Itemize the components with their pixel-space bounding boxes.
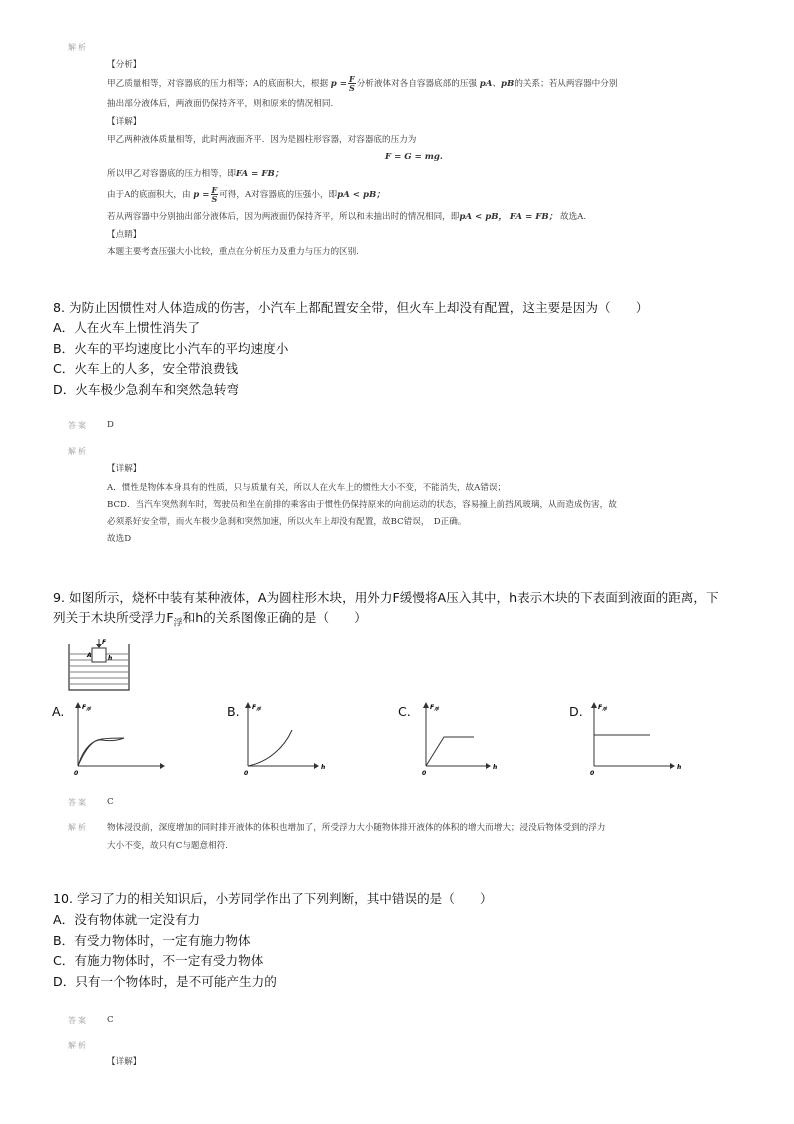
q9-analysis-label: 解析	[68, 823, 88, 832]
q7-xj-formula: F = G = mg.	[385, 152, 443, 162]
q9-choice-d-letter[interactable]: D.	[569, 704, 583, 719]
figure-label-f: F	[102, 639, 107, 646]
q9-answer-label: 答案	[68, 798, 88, 807]
q10-option-d[interactable]: D．只有一个物体时，是不可能产生力的	[53, 973, 277, 989]
q9-stem-line1: 9. 如图所示，烧杯中装有某种液体，A为圆柱形木块，用外力F缓慢将A压入其中，h表示木块的下表面到液面的距离，下	[53, 590, 719, 605]
q8-option-b[interactable]: B．火车的平均速度比小汽车的平均速度小	[53, 340, 289, 356]
q7-fenxi-line1: 甲乙质量相等，对容器底的压力相等；A的底面积大，根据 p = $\frac{F}{S}$ 分析液体对各自容器底部的压强 pA、pB的关系；若从两容器中分别	[107, 74, 618, 93]
figure-label-h: h	[108, 655, 113, 662]
q9-exp-line: 大小不变，故只有C与题意相符.	[107, 841, 229, 851]
q7-analysis-label: 解析	[68, 43, 88, 52]
q10-answer: C	[107, 1015, 114, 1025]
q9-stem-line2: 列关于木块所受浮力$F_浮$和h的关系图像正确的是（ ）	[53, 610, 367, 629]
q7-xj-line4: 若从两容器中分别抽出部分液体后，因为两液面仍保持齐平，所以和未抽出时的情况相同，即pA < pB， FA = FB； 故选A.	[107, 212, 587, 222]
figure-label-a: A	[87, 652, 92, 659]
q8-exp-line: A．惯性是物体本身具有的性质，只与质量有关，所以人在火车上的惯性大小不变，不能消失，故A错误；	[107, 483, 507, 493]
graph-origin: 0	[244, 770, 249, 776]
q8-option-c[interactable]: C．火车上的人多，安全带浪费钱	[53, 361, 239, 376]
q9-choice-a-letter[interactable]: A.	[52, 704, 65, 719]
q9-explanation	[107, 819, 605, 855]
q8-analysis-label: 解析	[68, 447, 88, 456]
q8-xiangjie-tag: 【详解】	[107, 464, 142, 474]
q9-graph-a[interactable]	[68, 700, 168, 776]
graph-y-label: $F_浮$	[598, 704, 607, 713]
beaker-figure	[66, 638, 132, 696]
q9-graph-c[interactable]	[416, 700, 516, 776]
graph-x-label: h	[321, 764, 326, 771]
formula-pressure: p = $\frac{F}{S}$	[330, 74, 355, 93]
q8-options	[53, 318, 288, 400]
graph-origin: 0	[590, 770, 595, 776]
q7-xiangjie-tag: 【详解】	[107, 117, 142, 127]
q8-option-a[interactable]: A．人在火车上惯性消失了	[53, 320, 201, 335]
q10-xiangjie-tag: 【详解】	[107, 1057, 142, 1067]
q9-graph-d[interactable]	[584, 700, 684, 776]
q9-graph-b[interactable]	[238, 700, 338, 776]
q10-option-c[interactable]: C．有施力物体时，不一定有受力物体	[53, 953, 264, 968]
q8-exp-line: 故选D	[107, 534, 132, 544]
q9-choice-b-letter[interactable]: B.	[227, 704, 240, 719]
q9-choice-c-letter[interactable]: C.	[398, 704, 411, 719]
q7-xj-line3: 由于A的底面积大，由 p = $\frac{F}{S}$ 可得，A对容器底的压强小，即pA < pB；	[107, 185, 385, 204]
graph-origin: 0	[74, 770, 79, 776]
q7-fenxi-tag: 【分析】	[107, 60, 142, 70]
graph-x-label: h	[677, 764, 682, 771]
q9-answer: C	[107, 797, 114, 807]
q10-stem: 10. 学习了力的相关知识后，小芳同学作出了下列判断，其中错误的是（ ）	[53, 891, 493, 906]
q8-stem: 8. 为防止因惯性对人体造成的伤害，小汽车上都配置安全带，但火车上却没有配置，这主要是因为（ ）	[53, 300, 649, 315]
q10-answer-label: 答案	[68, 1016, 88, 1025]
q8-exp-line: 必须系好安全带，而火车极少急刹和突然加速，所以火车上却没有配置，故BC错误， D正确。	[107, 517, 467, 527]
q8-option-d[interactable]: D．火车极少急刹车和突然急转弯	[53, 381, 240, 397]
q8-answer: D	[107, 420, 114, 430]
q8-answer-label: 答案	[68, 421, 88, 430]
q9-exp-line: 物体浸没前，深度增加的同时排开液体的体积也增加了，所受浮力大小随物体排开液体的体积的增大而增大；浸没后物体受到的浮力	[107, 823, 606, 833]
graph-origin: 0	[422, 770, 427, 776]
q7-xj-line1: 甲乙两种液体质量相等，此时两液面齐平．因为是圆柱形容器，对容器底的压力为	[107, 135, 417, 145]
graph-y-label: $F_浮$	[252, 704, 261, 713]
graph-x-label: h	[493, 764, 498, 771]
q10-options	[53, 910, 277, 992]
q7-dianjing-tag: 【点睛】	[107, 230, 142, 240]
q7-xj-line2: 所以甲乙对容器底的压力相等，即FA = FB；	[107, 169, 284, 179]
q7-dj-line1: 本题主要考查压强大小比较，重点在分析压力及重力与压力的区别.	[107, 247, 359, 257]
graph-y-label: $F_浮$	[82, 704, 91, 713]
graph-y-label: $F_浮$	[430, 704, 439, 713]
q7-fenxi-line2: 抽出部分液体后，两液面仍保持齐平，则和原来的情况相同.	[107, 99, 334, 109]
q10-option-a[interactable]: A．没有物体就一定没有力	[53, 912, 201, 927]
q10-analysis-label: 解析	[68, 1041, 88, 1050]
q8-exp-line: BCD．当汽车突然刹车时，驾驶员和坐在前排的乘客由于惯性仍保持原来的向前运动的状态，容易撞上前挡风玻璃，从而造成伤害，故	[107, 500, 617, 510]
q10-option-b[interactable]: B．有受力物体时，一定有施力物体	[53, 932, 251, 948]
q8-explanation	[107, 480, 617, 548]
